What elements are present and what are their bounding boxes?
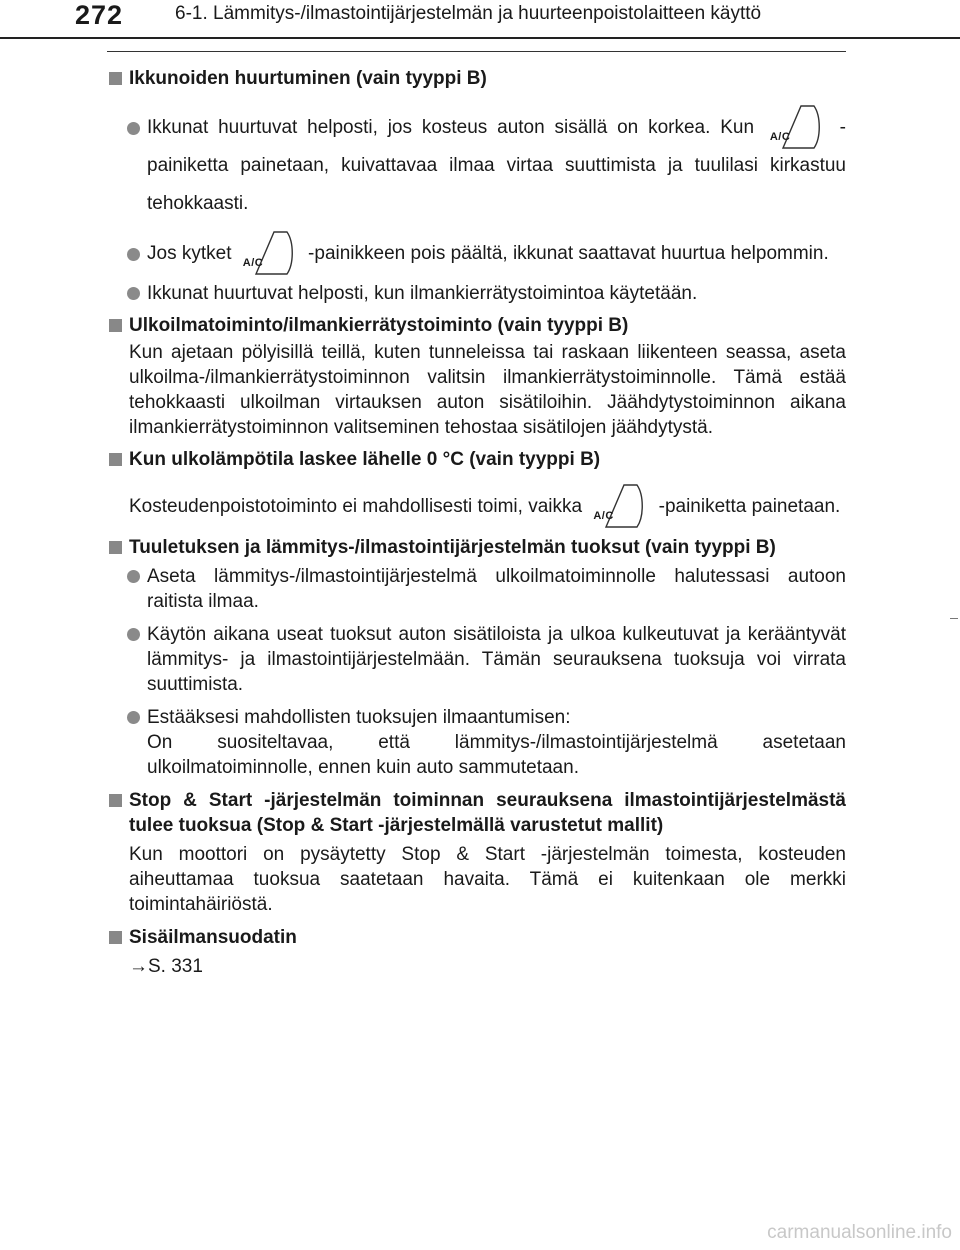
round-bullet-icon [127, 122, 140, 135]
bullet-text: Estääksesi mahdollisten tuoksujen ilmaantumisen: [147, 707, 571, 728]
section-title: Tuuletuksen ja lämmitys-/ilmastointijärjestelmän tuoksut (vain tyyppi B) [129, 537, 776, 558]
bullet-text: -painiketta painetaan, kuivattavaa ilmaa virtaa suuttimista ja tuulilasi kirkastuu tehokkaasti. [147, 117, 846, 214]
paragraph: Kun moottori on pysäytetty Stop & Start -järjestelmän toimesta, kosteuden aiheuttamaa tuoksua saatetaan havaita. Tämä ei kuitenkaan ole merkki toimintahäiriöstä. [129, 844, 846, 915]
list-item [108, 281, 846, 306]
bullet-text: -painikkeen pois päältä, ikkunat saattavat huurtua helpommin. [308, 243, 829, 264]
list-item [108, 235, 846, 273]
round-bullet-icon [127, 628, 140, 641]
paragraph: Kosteudenpoistotoiminto ei mahdollisesti toimi, vaikka A/C -painiketta painetaan. [108, 488, 846, 526]
square-bullet-icon [109, 453, 122, 466]
square-bullet-icon [109, 319, 122, 332]
section-heading [108, 313, 846, 338]
section-heading [108, 925, 846, 950]
list-item [108, 564, 846, 614]
list-item [108, 109, 846, 223]
chapter-title: 6-1. Lämmitys-/ilmastointijärjestelmän ja huurteenpoistolaitteen käyttö [175, 3, 762, 24]
section-heading [108, 788, 846, 838]
round-bullet-icon [127, 287, 140, 300]
section-low-temperature [108, 447, 846, 526]
section-odors [108, 535, 846, 780]
square-bullet-icon [109, 541, 122, 554]
content-divider [107, 51, 846, 52]
round-bullet-icon [127, 711, 140, 724]
bullet-text: On suositeltavaa, että lämmitys-/ilmastointijärjestelmä asetetaan ulkoilmatoiminnolle, ennen kuin auto sammutetaan. [147, 732, 846, 778]
watermark: carmanualsonline.info [767, 1222, 952, 1243]
round-bullet-icon [127, 570, 140, 583]
section-title: Sisäilmansuodatin [129, 927, 297, 948]
square-bullet-icon [109, 794, 122, 807]
list-item [108, 705, 846, 780]
round-bullet-icon [127, 248, 140, 261]
section-title: Kun ulkolämpötila laskee lähelle 0 °C (vain tyyppi B) [129, 449, 601, 470]
section-title: Ikkunoiden huurtuminen (vain tyyppi B) [129, 68, 487, 89]
list-item [108, 622, 846, 697]
section-heading [108, 66, 846, 91]
section-stop-start [108, 788, 846, 917]
page-number: 272 [75, 0, 124, 30]
section-recirculation [108, 313, 846, 440]
bullet-text: Käytön aikana useat tuoksut auton sisätiloista ja ulkoa kulkeutuvat ja kerääntyvät lämmitys- ja ilmastointijärjestelmään. Tämän seurauksena tuoksuja voi virrata suuttimista. [147, 624, 846, 695]
square-bullet-icon [109, 72, 122, 85]
bullet-text: Ikkunat huurtuvat helposti, kun ilmankierrätystoimintoa käytetään. [147, 283, 698, 304]
page-content [108, 66, 846, 979]
section-window-fogging [108, 66, 846, 306]
ac-button-icon: A/C [593, 483, 647, 529]
section-heading [108, 447, 846, 472]
ac-button-icon: A/C [243, 230, 297, 276]
margin-mark [950, 618, 958, 619]
square-bullet-icon [109, 931, 122, 944]
bullet-text: Ikkunat huurtuvat helposti, jos kosteus auton sisällä on korkea. Kun [147, 117, 755, 138]
bullet-text: Aseta lämmitys-/ilmastointijärjestelmä ulkoilmatoiminnolle halutessasi autoon raitista ilmaa. [147, 566, 846, 612]
ac-button-icon: A/C [770, 104, 824, 150]
paragraph: Kun ajetaan pölyisillä teillä, kuten tunneleissa tai raskaan liikenteen seassa, aseta ulkoilma-/ilmankierrätystoiminnon valitsin ilmankierrätystoiminnolle. Tämä estää tehokkaasti ulkoilman virtauksen auton sisätiloihin. Jäähdytystoiminnon aikana ilmankierrätystoiminnon valitseminen tehostaa sisätilojen jäähdytystä. [129, 342, 846, 438]
header-divider [0, 37, 960, 39]
bullet-text: Jos kytket [147, 243, 232, 264]
section-title: Stop & Start -järjestelmän toiminnan seurauksena ilmastointijärjestelmästä tulee tuoksua (Stop & Start -järjestelmällä varustetut mallit) [129, 790, 846, 836]
section-cabin-filter [108, 925, 846, 979]
page-reference-link[interactable]: →S. 331 [129, 956, 203, 977]
section-heading [108, 535, 846, 560]
section-title: Ulkoilmatoiminto/ilmankierrätystoiminto (vain tyyppi B) [129, 315, 629, 336]
